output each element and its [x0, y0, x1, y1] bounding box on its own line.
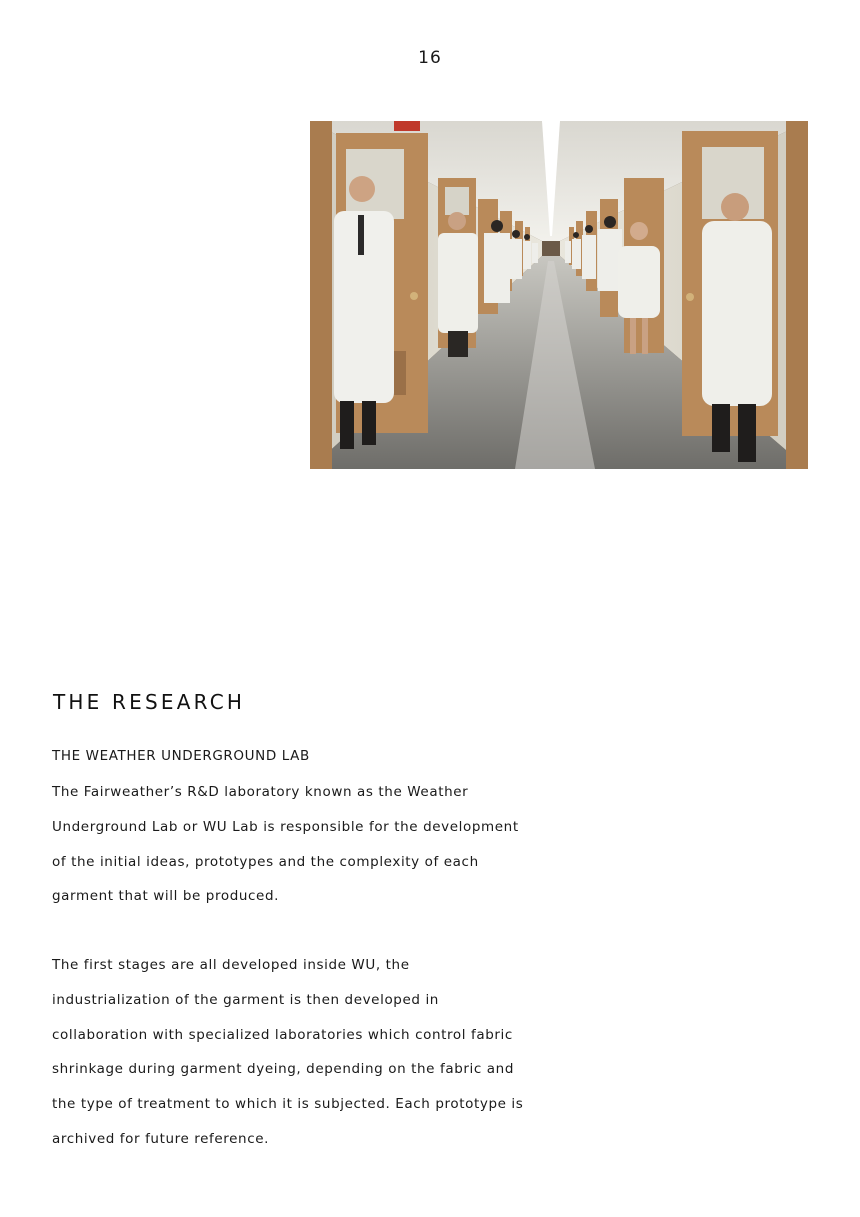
intro-paragraph — [52, 775, 572, 914]
lab-subheading: THE WEATHER UNDERGROUND LAB — [52, 748, 310, 764]
process-line: industrialization of the garment is then developed in — [52, 991, 439, 1008]
page-number: 16 — [418, 48, 442, 68]
intro-line: of the initial ideas, prototypes and the complexity of each — [52, 853, 479, 870]
intro-line: The Fairweather’s R&D laboratory known as the Weather — [52, 784, 469, 800]
process-line: the type of treatment to which it is subjected. Each prototype is — [52, 1096, 524, 1113]
process-line: collaboration with specialized laboratories which control fabric — [52, 1026, 513, 1043]
section-title: THE RESEARCH — [53, 690, 246, 714]
process-paragraph — [52, 948, 572, 1157]
process-line: The first stages are all developed inside WU, the — [52, 957, 410, 973]
intro-line: Underground Lab or WU Lab is responsible for the development — [52, 818, 519, 835]
lab-corridor-photo — [310, 121, 808, 469]
process-line: shrinkage during garment dyeing, depending on the fabric and — [52, 1061, 514, 1078]
intro-line: garment that will be produced. — [52, 888, 280, 905]
process-line: archived for future reference. — [52, 1130, 270, 1147]
